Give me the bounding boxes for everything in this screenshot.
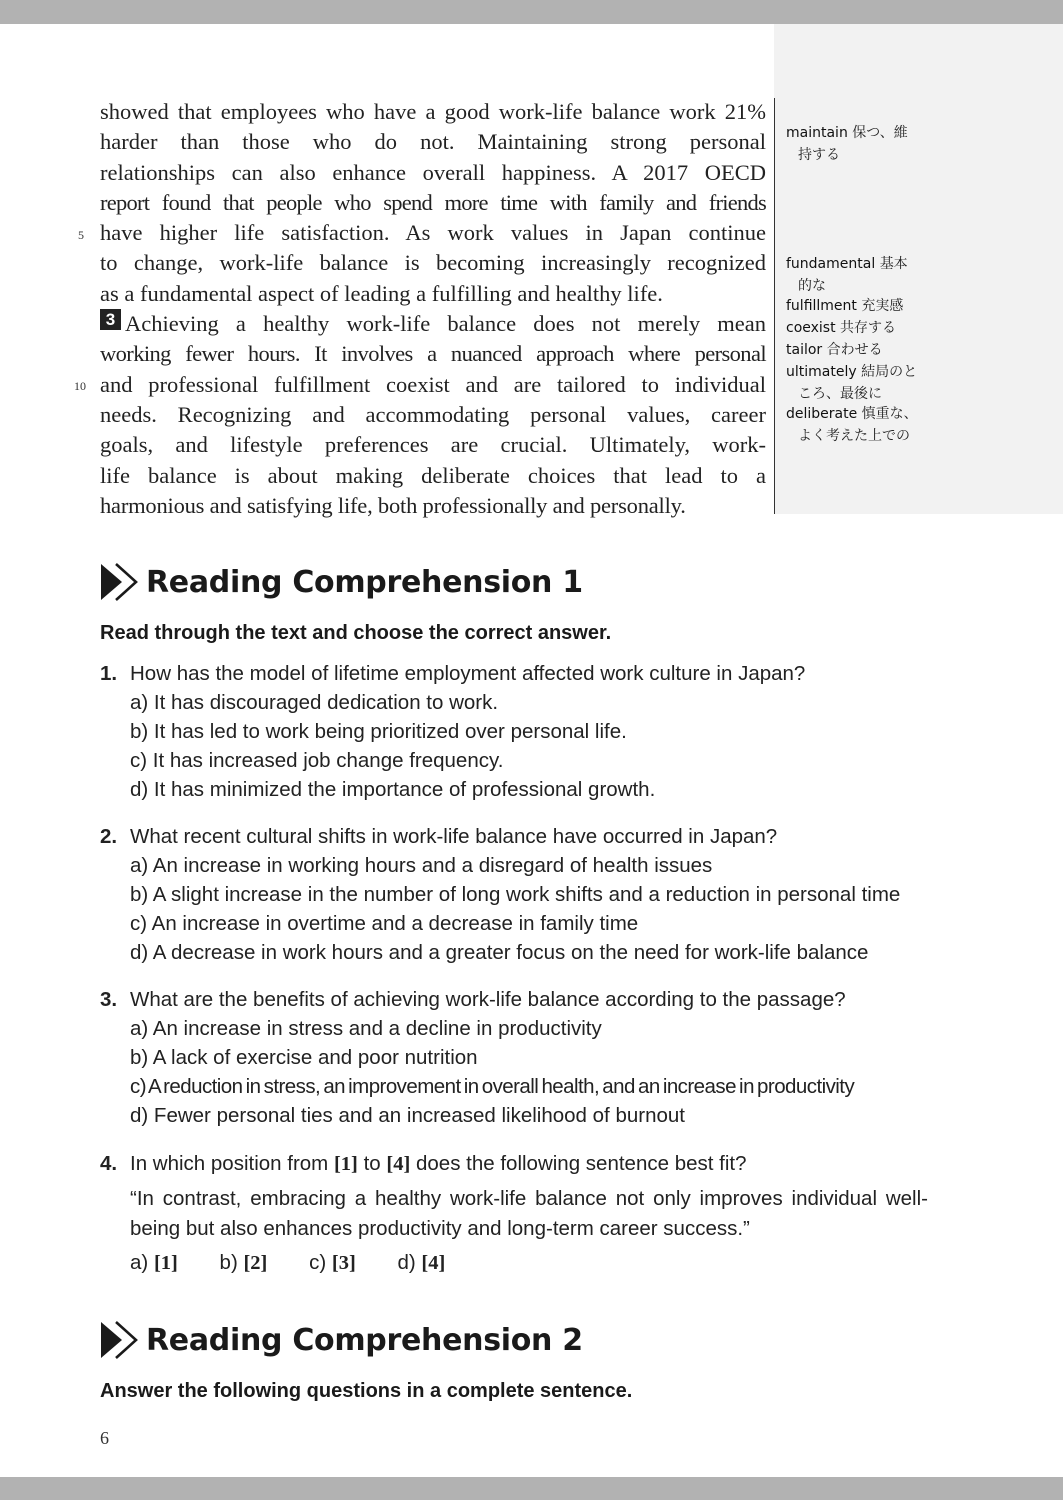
position-marker: [4] (421, 1252, 446, 1274)
glossary-meaning-continued: 持する (798, 146, 840, 163)
option-letter: a) (130, 1251, 149, 1274)
section-header-rc1 (100, 562, 583, 602)
answer-option[interactable] (397, 1251, 445, 1274)
question-text (130, 1149, 747, 1179)
glossary-term: maintain (786, 125, 848, 141)
passage-line: goals, and lifestyle preferences are crucial. Ultimately, work- (100, 432, 766, 458)
glossary-meaning-continued: ころ、最後に (798, 385, 882, 402)
answer-option[interactable]: d) Fewer personal ties and an increased likelihood of burnout (130, 1104, 685, 1127)
glossary-entry-fundamental (786, 254, 936, 297)
glossary-entry-fulfillment (786, 296, 936, 318)
passage-line: harmonious and satisfying life, both professionally and personally. (100, 492, 686, 518)
section-instruction: Answer the following questions in a complete sentence. (100, 1380, 633, 1402)
glossary-term: tailor (786, 342, 823, 358)
question-text: What are the benefits of achieving work-life balance according to the passage? (130, 988, 846, 1011)
question-number: 3. (100, 988, 118, 1011)
glossary-entry-ultimately (786, 362, 936, 405)
answer-option[interactable]: d) A decrease in work hours and a greater focus on the need for work-life balance (130, 941, 869, 964)
glossary-entry-coexist (786, 318, 936, 340)
position-marker: [1] (333, 1153, 358, 1175)
question-number: 1. (100, 662, 118, 685)
question-text-part: In which position from (130, 1152, 329, 1175)
glossary-meaning: 共存する (840, 320, 897, 336)
glossary-meaning-continued: よく考えた上での (798, 427, 910, 444)
question-number: 2. (100, 825, 118, 848)
paragraph-number-badge: 3 (100, 309, 121, 330)
double-chevron-right-icon (100, 562, 138, 602)
quoted-sentence: “In contrast, embracing a healthy work-life balance not only improves individual well-being but also enhances productivity and long-term career success.” (130, 1187, 928, 1240)
glossary-term: deliberate (786, 406, 858, 422)
answer-option[interactable] (309, 1251, 356, 1274)
passage-line: as a fundamental aspect of leading a fulfilling and healthy life. (100, 280, 663, 306)
question-number: 4. (100, 1152, 118, 1175)
answer-option[interactable] (220, 1251, 268, 1274)
answer-option[interactable]: a) An increase in stress and a decline in productivity (130, 1017, 602, 1040)
passage-line: Achieving a healthy work-life balance does not merely mean (125, 311, 766, 337)
answer-choices (130, 1248, 481, 1278)
question-text-part: to (363, 1152, 381, 1175)
passage-line: working fewer hours. It involves a nuanced approach where personal (100, 341, 766, 367)
glossary-divider (774, 98, 775, 514)
answer-option[interactable]: c) It has increased job change frequency. (130, 749, 504, 772)
passage-line: needs. Recognizing and accommodating personal values, career (100, 401, 766, 427)
glossary-meaning: 充実感 (861, 298, 904, 314)
answer-option[interactable]: b) A slight increase in the number of long work shifts and a reduction in personal time (130, 883, 901, 906)
position-marker: [3] (331, 1252, 356, 1274)
answer-option[interactable]: a) It has discouraged dedication to work. (130, 691, 499, 714)
answer-option[interactable]: d) It has minimized the importance of professional growth. (130, 778, 656, 801)
passage-line: life balance is about making deliberate choices that lead to a (100, 462, 766, 488)
top-band (0, 0, 1063, 24)
answer-option[interactable]: c) An increase in overtime and a decrease in family time (130, 912, 639, 935)
passage-line-paragraph-start (100, 309, 766, 339)
question-text: How has the model of lifetime employment affected work culture in Japan? (130, 662, 806, 685)
answer-option[interactable]: b) It has led to work being prioritized over personal life. (130, 720, 627, 743)
glossary-term: fundamental (786, 256, 876, 272)
question-text: What recent cultural shifts in work-life balance have occurred in Japan? (130, 825, 778, 848)
page-number: 6 (100, 1428, 109, 1448)
line-number: 5 (78, 228, 84, 242)
glossary-meaning: 基本 (879, 256, 908, 272)
section-title: Reading Comprehension 1 (146, 564, 583, 600)
answer-option[interactable]: b) A lack of exercise and poor nutrition (130, 1046, 478, 1069)
double-chevron-right-icon (100, 1320, 138, 1360)
option-letter: d) (397, 1251, 416, 1274)
glossary-entry-maintain (786, 123, 936, 166)
passage-line: harder than those who do not. Maintaining strong personal (100, 129, 766, 155)
section-title: Reading Comprehension 2 (146, 1322, 583, 1358)
line-number: 10 (74, 379, 86, 393)
glossary-term: fulfillment (786, 298, 857, 314)
glossary-meaning: 結局のと (861, 364, 918, 380)
position-marker: [2] (243, 1252, 268, 1274)
glossary-meaning: 保つ、維 (852, 125, 908, 141)
glossary-meaning: 合わせる (826, 342, 883, 358)
position-marker: [1] (153, 1252, 178, 1274)
section-instruction: Read through the text and choose the correct answer. (100, 622, 612, 644)
glossary-entry-deliberate (786, 404, 936, 447)
passage-line: report found that people who spend more time with family and friends (100, 189, 766, 215)
glossary-entry-tailor (786, 340, 936, 362)
position-marker: [4] (386, 1153, 411, 1175)
answer-option[interactable]: a) An increase in working hours and a disregard of health issues (130, 854, 713, 877)
section-header-rc2 (100, 1320, 583, 1360)
option-letter: c) (309, 1251, 327, 1274)
option-letter: b) (219, 1251, 238, 1274)
passage-line: to change, work-life balance is becoming increasingly recognized (100, 250, 766, 276)
answer-option[interactable] (130, 1251, 178, 1274)
bottom-band (0, 1477, 1063, 1500)
passage-line: relationships can also enhance overall happiness. A 2017 OECD (100, 159, 766, 185)
question-text-part: does the following sentence best fit? (416, 1152, 747, 1175)
passage-line: have higher life satisfaction. As work values in Japan continue (100, 220, 766, 246)
glossary-meaning: 慎重な、 (861, 406, 918, 422)
glossary-term: coexist (786, 320, 836, 336)
passage-line: and professional fulfillment coexist and are tailored to individual (100, 371, 766, 397)
answer-option[interactable]: c) A reduction in stress, an improvement in overall health, and an increase in productivity (130, 1075, 855, 1098)
glossary-term: ultimately (786, 364, 857, 380)
glossary-meaning-continued: 的な (798, 277, 826, 294)
passage-line: showed that employees who have a good work-life balance work 21% (100, 99, 766, 124)
reading-passage (100, 97, 766, 521)
